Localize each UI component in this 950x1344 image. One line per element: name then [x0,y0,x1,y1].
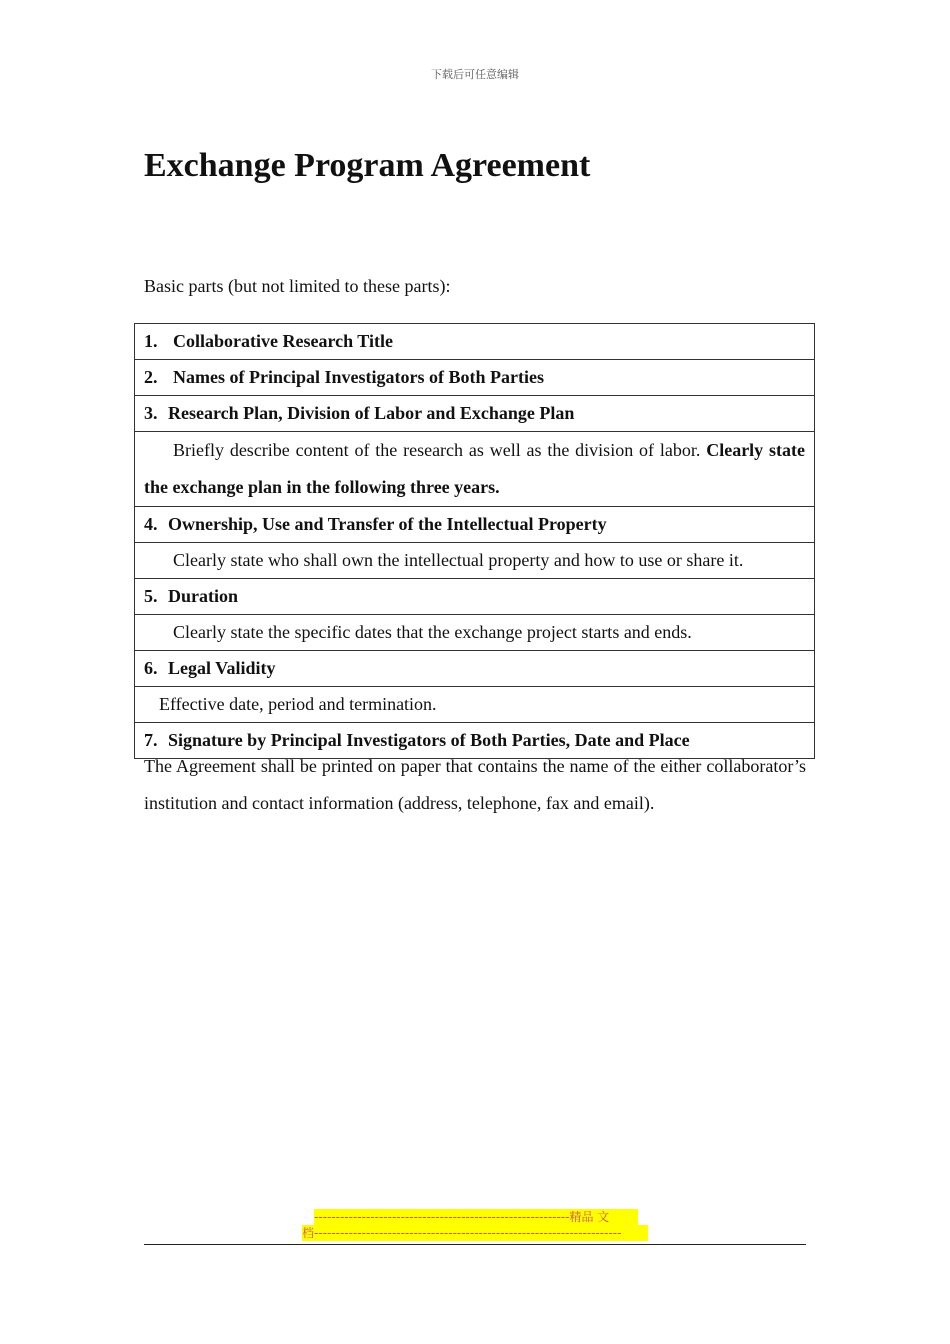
section-title: Collaborative Research Title [173,331,393,351]
description-text: Clearly state the specific dates that the exchange project starts and ends. [173,622,692,642]
document-title: Exchange Program Agreement [144,147,591,184]
page-header: 下载后可任意编辑 [431,68,519,81]
stamp-line-2: 档----------------------------------------------------------------------- [302,1225,648,1241]
section-description-row [135,687,815,723]
section-title: Names of Principal Investigators of Both Parties [173,367,544,387]
section-heading-row [135,579,815,615]
section-heading-row [135,360,815,396]
section-5-heading [135,579,815,615]
section-6-description [135,687,815,723]
section-number: 7. [144,730,158,750]
section-heading-row [135,507,815,543]
section-number: 6. [144,658,158,678]
section-heading-row [135,324,815,360]
section-title: Research Plan, Division of Labor and Exchange Plan [168,403,575,423]
section-title: Ownership, Use and Transfer of the Intellectual Property [168,514,607,534]
section-5-description [135,615,815,651]
section-4-description [135,543,815,579]
section-number: 4. [144,514,158,534]
footer-divider [144,1244,806,1245]
section-3-heading [135,396,815,432]
section-number: 2. [144,367,158,387]
section-number: 1. [144,331,158,351]
stamp-line-1: -----------------------------------------------------------精品 文 [314,1209,638,1225]
agreement-parts-table [134,323,815,759]
section-number: 3. [144,403,158,423]
section-description-row [135,432,815,507]
section-title: Legal Validity [168,658,276,678]
section-3-description [135,432,815,507]
section-heading-row [135,396,815,432]
section-6-heading [135,651,815,687]
description-plain: Briefly describe content of the research as well as the division of labor. [173,440,701,460]
intro-text: Basic parts (but not limited to these parts): [144,276,451,296]
description-text: Clearly state who shall own the intellectual property and how to use or share it. [173,550,744,570]
description-bold: Clearly state the exchange plan in the following three years. [144,440,806,497]
section-2-heading [135,360,815,396]
section-1-heading [135,324,815,360]
closing-note: The Agreement shall be printed on paper that contains the name of the either collaborator’s institution and contact information (address, telephone, fax and email). [144,756,806,813]
section-title: Duration [168,586,239,606]
section-number: 5. [144,586,158,606]
section-heading-row [135,651,815,687]
description-text: Effective date, period and termination. [159,694,437,714]
section-description-row [135,543,815,579]
document-stamp [302,1209,648,1241]
section-4-heading [135,507,815,543]
section-description-row [135,615,815,651]
section-title: Signature by Principal Investigators of Both Parties, Date and Place [168,730,690,750]
